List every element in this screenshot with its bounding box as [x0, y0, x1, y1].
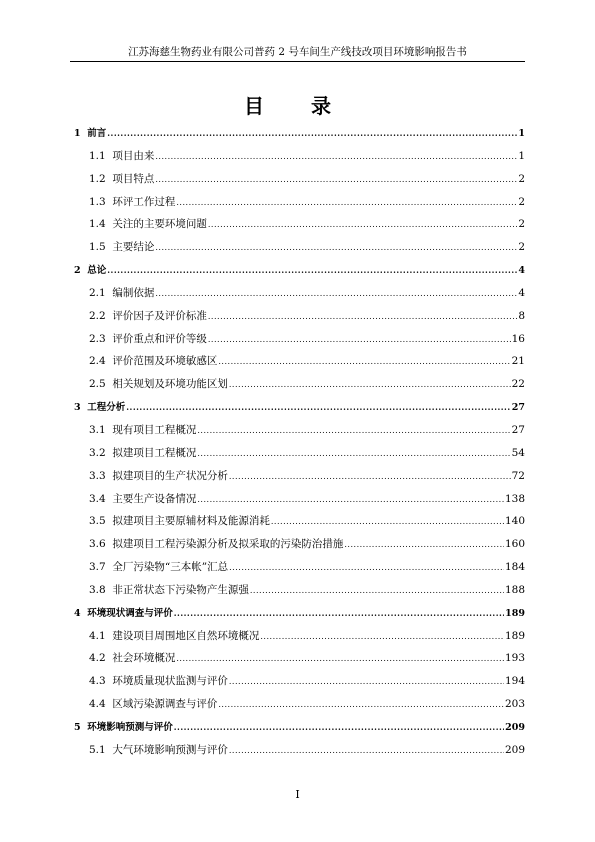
toc-entry-number: 4.2	[89, 652, 106, 665]
toc-section-entry[interactable]	[70, 373, 525, 396]
toc-entry-page: 22	[511, 378, 525, 391]
toc-entry-page: 27	[511, 402, 525, 414]
toc-entry-number: 1	[74, 128, 81, 139]
toc-section-entry[interactable]	[70, 670, 525, 693]
toc-section-entry[interactable]	[70, 556, 525, 579]
toc-section-entry[interactable]	[70, 236, 525, 259]
toc-chapter-entry[interactable]	[70, 716, 525, 739]
toc-section-entry[interactable]	[70, 465, 525, 488]
toc-entry-number: 3.2	[89, 446, 106, 459]
toc-entry-page: 2	[518, 172, 525, 185]
toc-entry-page: 1	[518, 149, 525, 162]
toc-entry-title: 非正常状态下污染物产生源强	[112, 583, 249, 596]
dot-leader	[197, 449, 510, 458]
toc-entry-title: 关注的主要环境问题	[112, 218, 207, 231]
toc-section-entry[interactable]	[70, 647, 525, 670]
toc-entry-number: 3.8	[89, 583, 106, 596]
toc-entry-number: 1.1	[89, 149, 106, 162]
toc-entry-page: 189	[505, 607, 525, 619]
toc-entry-title: 编制依据	[112, 286, 155, 299]
toc-entry-title: 前言	[87, 128, 107, 139]
toc-section-entry[interactable]	[70, 305, 525, 328]
toc-entry-page: 209	[504, 743, 525, 756]
toc-entry-page: 72	[511, 469, 525, 482]
toc-section-entry[interactable]	[70, 510, 525, 533]
toc-section-entry[interactable]	[70, 145, 525, 168]
toc-section-entry[interactable]	[70, 579, 525, 602]
dot-leader	[229, 380, 511, 389]
dot-leader	[155, 243, 517, 252]
toc-entry-number: 3.6	[89, 538, 106, 551]
toc-entry-page: 21	[511, 355, 525, 368]
toc-entry-number: 5	[74, 721, 81, 733]
toc-entry-title: 评价因子及评价标准	[112, 309, 207, 322]
toc-entry-number: 4.4	[89, 698, 106, 711]
toc-entry-number: 1.2	[89, 172, 106, 185]
toc-entry-number: 4	[74, 607, 81, 619]
toc-entry-title: 大气环境影响预测与评价	[112, 743, 228, 756]
toc-entry-title: 相关规划及环境功能区划	[112, 378, 228, 391]
toc-section-entry[interactable]	[70, 739, 525, 762]
dot-leader	[107, 265, 517, 275]
toc-entry-page: 160	[504, 538, 525, 551]
toc-entry-number: 3.1	[89, 423, 106, 436]
toc-section-entry[interactable]	[70, 442, 525, 465]
dot-leader	[174, 722, 504, 732]
toc-section-entry[interactable]	[70, 419, 525, 442]
dot-leader	[176, 654, 504, 663]
toc-entry-page: 2	[518, 241, 525, 254]
toc-entry-title: 区域污染源调查与评价	[112, 698, 218, 711]
dot-leader	[250, 586, 504, 595]
page-number: I	[295, 788, 300, 801]
toc-title: 目 录	[244, 94, 351, 118]
toc-section-entry[interactable]	[70, 488, 525, 511]
toc-entry-number: 2.2	[89, 309, 106, 322]
dot-leader	[197, 495, 504, 504]
toc-entry-page: 189	[504, 629, 525, 642]
toc-entry-page: 209	[505, 721, 525, 733]
toc-entry-title: 评价范围及环境敏感区	[112, 355, 218, 368]
toc-entry-title: 拟建项目工程概况	[112, 446, 197, 459]
toc-entry-number: 4.1	[89, 629, 106, 642]
toc-section-entry[interactable]	[70, 350, 525, 373]
dot-leader	[155, 152, 517, 161]
toc-entry-page: 194	[504, 675, 525, 688]
dot-leader	[260, 632, 504, 641]
table-of-contents	[70, 122, 525, 762]
toc-entry-number: 1.4	[89, 218, 106, 231]
toc-section-entry[interactable]	[70, 328, 525, 351]
dot-leader	[229, 746, 504, 755]
toc-entry-number: 2.4	[89, 355, 106, 368]
toc-entry-title: 主要结论	[112, 241, 155, 254]
toc-entry-number: 3.5	[89, 515, 106, 528]
dot-leader	[126, 402, 511, 412]
toc-entry-title: 建设项目周围地区自然环境概况	[112, 629, 260, 642]
toc-chapter-entry[interactable]	[70, 122, 525, 145]
toc-entry-number: 1.3	[89, 195, 106, 208]
toc-entry-page: 203	[504, 698, 525, 711]
toc-chapter-entry[interactable]	[70, 602, 525, 625]
toc-entry-title: 环境现状调查与评价	[87, 607, 173, 619]
toc-entry-title: 拟建项目工程污染源分析及拟采取的污染防治措施	[112, 538, 344, 551]
running-header: 江苏海慈生物药业有限公司普药 2 号车间生产线技改项目环境影响报告书	[128, 46, 467, 58]
toc-entry-number: 1.5	[89, 241, 106, 254]
toc-entry-number: 5.1	[89, 743, 106, 756]
toc-entry-page: 8	[518, 309, 525, 322]
toc-entry-page: 4	[518, 265, 525, 277]
dot-leader	[208, 335, 511, 344]
toc-entry-number: 3	[74, 402, 81, 414]
toc-entry-title: 环境质量现状监测与评价	[112, 675, 228, 688]
dot-leader	[344, 540, 504, 549]
header-rule	[70, 61, 525, 62]
toc-entry-title: 主要生产设备情况	[112, 492, 197, 505]
dot-leader	[229, 677, 504, 686]
toc-chapter-entry[interactable]	[70, 396, 525, 419]
toc-entry-page: 54	[511, 446, 525, 459]
toc-entry-title: 评价重点和评价等级	[112, 332, 207, 345]
toc-entry-number: 2.1	[89, 286, 106, 299]
toc-entry-page: 138	[504, 492, 525, 505]
toc-entry-title: 环境影响预测与评价	[87, 721, 173, 733]
toc-entry-title: 总论	[87, 265, 107, 277]
dot-leader	[208, 312, 517, 321]
dot-leader	[174, 608, 504, 618]
toc-entry-page: 1	[518, 128, 525, 139]
toc-entry-page: 188	[504, 583, 525, 596]
toc-entry-title: 现有项目工程概况	[112, 423, 197, 436]
toc-entry-title: 全厂污染物“三本帐”汇总	[112, 561, 229, 574]
toc-section-entry[interactable]	[70, 168, 525, 191]
dot-leader	[218, 700, 504, 709]
dot-leader	[229, 563, 504, 572]
toc-entry-number: 3.4	[89, 492, 106, 505]
dot-leader	[229, 472, 511, 481]
dot-leader	[271, 517, 504, 526]
toc-section-entry[interactable]	[70, 693, 525, 716]
toc-entry-title: 环评工作过程	[112, 195, 176, 208]
toc-entry-page: 184	[504, 561, 525, 574]
dot-leader	[155, 289, 517, 298]
toc-section-entry[interactable]	[70, 282, 525, 305]
toc-entry-number: 2.3	[89, 332, 106, 345]
toc-entry-title: 拟建项目主要原辅材料及能源消耗	[112, 515, 270, 528]
toc-entry-page: 193	[504, 652, 525, 665]
toc-section-entry[interactable]	[70, 533, 525, 556]
dot-leader	[155, 175, 517, 184]
toc-entry-number: 2.5	[89, 378, 106, 391]
toc-chapter-entry[interactable]	[70, 259, 525, 282]
toc-entry-page: 27	[511, 423, 525, 436]
dot-leader	[218, 357, 510, 366]
toc-entry-page: 16	[511, 332, 525, 345]
dot-leader	[208, 220, 517, 229]
toc-entry-page: 2	[518, 218, 525, 231]
toc-entry-title: 社会环境概况	[112, 652, 176, 665]
dot-leader	[176, 198, 517, 207]
toc-section-entry[interactable]	[70, 213, 525, 236]
toc-entry-page: 2	[518, 195, 525, 208]
toc-entry-number: 2	[74, 265, 81, 277]
toc-entry-number: 3.7	[89, 561, 106, 574]
toc-entry-title: 项目特点	[112, 172, 155, 185]
toc-entry-number: 3.3	[89, 469, 106, 482]
toc-entry-title: 拟建项目的生产状况分析	[112, 469, 228, 482]
toc-entry-page: 4	[518, 286, 525, 299]
toc-section-entry[interactable]	[70, 191, 525, 214]
toc-section-entry[interactable]	[70, 625, 525, 648]
dot-leader	[197, 426, 510, 435]
toc-entry-title: 工程分析	[87, 402, 126, 414]
dot-leader	[107, 128, 517, 138]
toc-entry-number: 4.3	[89, 675, 106, 688]
toc-entry-page: 140	[504, 515, 525, 528]
toc-entry-title: 项目由来	[112, 149, 155, 162]
